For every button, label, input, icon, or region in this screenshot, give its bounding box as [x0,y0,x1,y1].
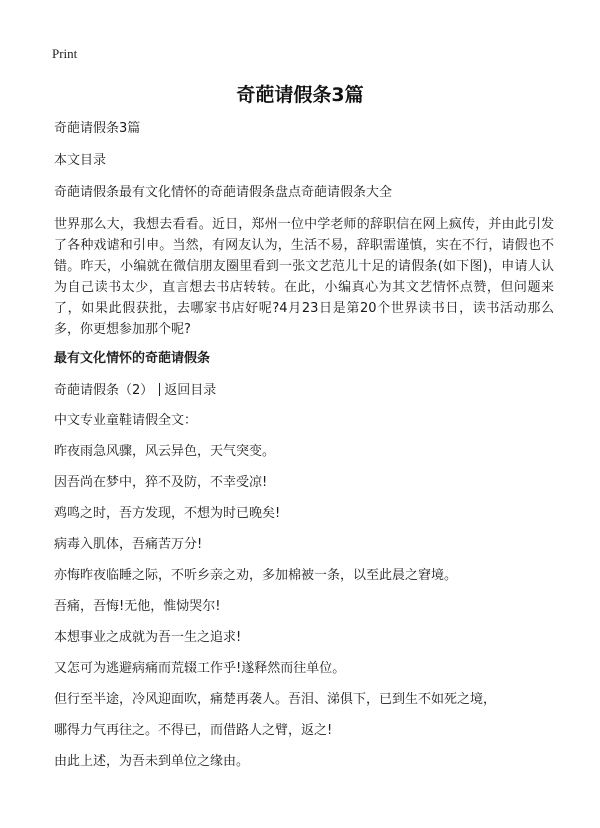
nav-divider [159,383,160,396]
letter-line: 但行至半途，冷风迎面吹，痛楚再袭人。吾泪、涕俱下，已到生不如死之境， [54,692,497,707]
back-to-toc-link[interactable]: 返回目录 [164,383,217,398]
toc-item-link[interactable]: 奇葩请假条最有文化情怀的奇葩请假条盘点奇葩请假条大全 [54,185,393,200]
document-body [54,118,554,782]
section-heading: 最有文化情怀的奇葩请假条 [54,351,211,366]
letter-line: 昨夜雨急风骤，风云异色，天气突变。 [54,444,276,459]
letter-line: 哪得力气再往之。不得已，而借路人之臂，返之! [54,723,333,738]
document-subtitle: 奇葩请假条3篇 [54,121,141,136]
letter-line: 因吾尚在梦中，猝不及防，不幸受凉! [54,475,268,490]
letter-line: 吾痛，吾悔!无他，惟恸哭尔! [54,599,221,614]
letter-line: 病毒入肌体，吾痛苦万分! [54,537,203,552]
letter-line: 由此上述，为吾未到单位之缘由。 [54,754,250,769]
toc-label: 本文目录 [54,153,107,168]
letter-lines [54,410,554,773]
section-nav-label: 奇葩请假条（2） [54,383,154,398]
letter-line: 本想事业之成就为吾一生之追求! [54,630,242,645]
document-title: 奇葩请假条3篇 [236,84,364,106]
section-nav [54,380,554,402]
letter-line: 亦悔昨夜临睡之际，不听乡亲之劝，多加棉被一条，以至此晨之窘境。 [54,568,458,583]
letter-line: 又怎可为逃避病痛而荒辍工作乎!遂释然而往单位。 [54,661,346,676]
print-link[interactable]: Print [52,46,78,61]
letter-line: 中文专业童鞋请假全文： [54,413,198,428]
intro-paragraph: 世界那么大，我想去看看。近日，郑州一位中学老师的辞职信在网上疯传，并由此引发了各种戏谑和引申。当然，有网友认为，生活不易，辞职需谨慎，实在不行，请假也不错。昨天，小编就在微信朋友圈里看到一张文艺范儿十足的请假条(如下图)，申请人认为自己读书太少，直言想去书店转转。在此，小编真心为其文艺情怀点赞，但问题来了，如果此假获批，去哪家书店好呢?4月23日是第20个世界读书日，读书活动那么多，你更想参加那个呢? [54,217,554,337]
letter-line: 鸡鸣之时，吾方发现，不想为时已晚矣! [54,506,281,521]
